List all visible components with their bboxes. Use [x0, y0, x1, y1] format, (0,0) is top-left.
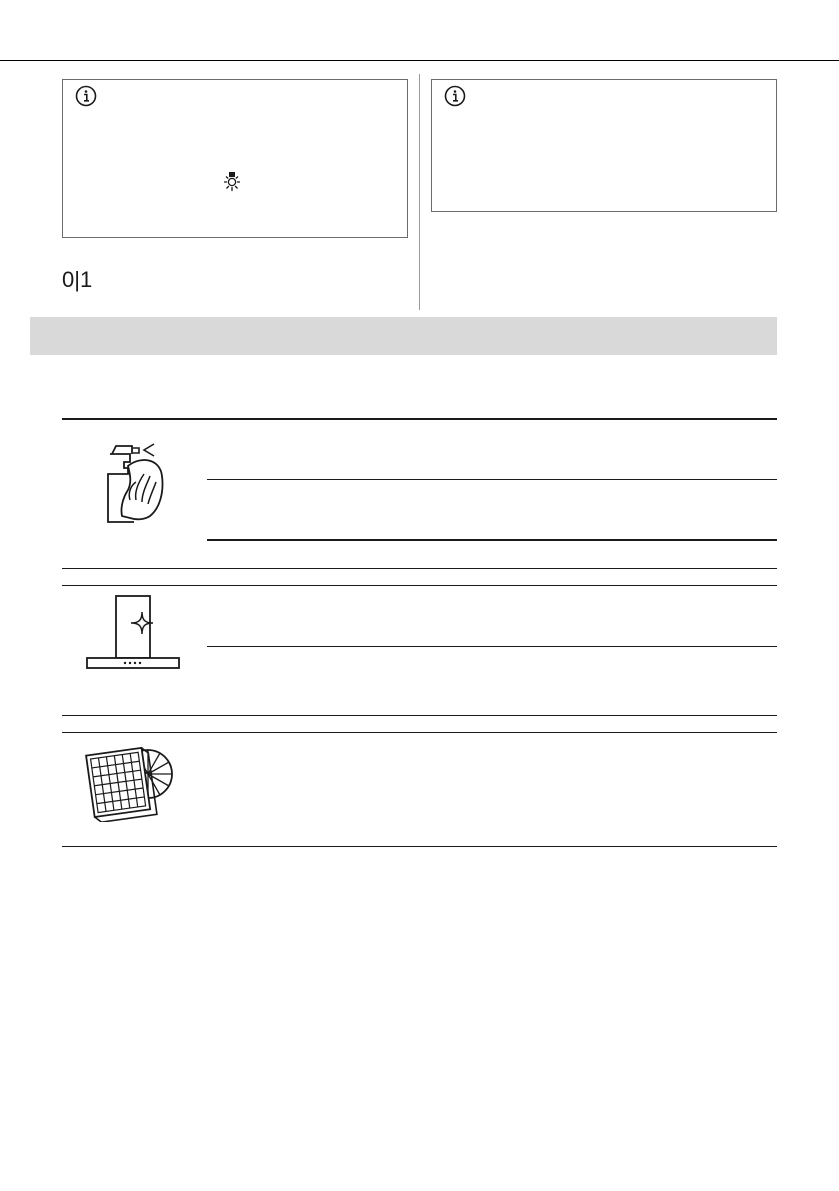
- on-off-switch-label: 0|1: [62, 267, 93, 292]
- note-box-left: [62, 79, 408, 238]
- table-end-rule: [62, 715, 777, 716]
- cooker-hood-icon: [85, 594, 181, 670]
- table-row-rule: [207, 646, 777, 647]
- table-top-rule: [62, 732, 777, 733]
- table-end-rule: [62, 846, 777, 847]
- table-end-rule: [62, 568, 777, 569]
- grease-filter-icon: [80, 740, 174, 822]
- table-bottom-rule: [207, 539, 777, 541]
- page-top-rule: [0, 60, 839, 61]
- light-bulb-icon: [221, 171, 243, 195]
- table-top-rule: [62, 418, 777, 420]
- info-icon: [444, 85, 466, 107]
- info-icon: [75, 85, 97, 107]
- table-row-rule: [207, 479, 777, 480]
- column-divider: [419, 74, 420, 310]
- note-box-right: [431, 79, 777, 212]
- section-heading-bar: [30, 317, 777, 355]
- spray-bottle-cloth-icon: [100, 440, 170, 526]
- table-top-rule: [62, 585, 777, 586]
